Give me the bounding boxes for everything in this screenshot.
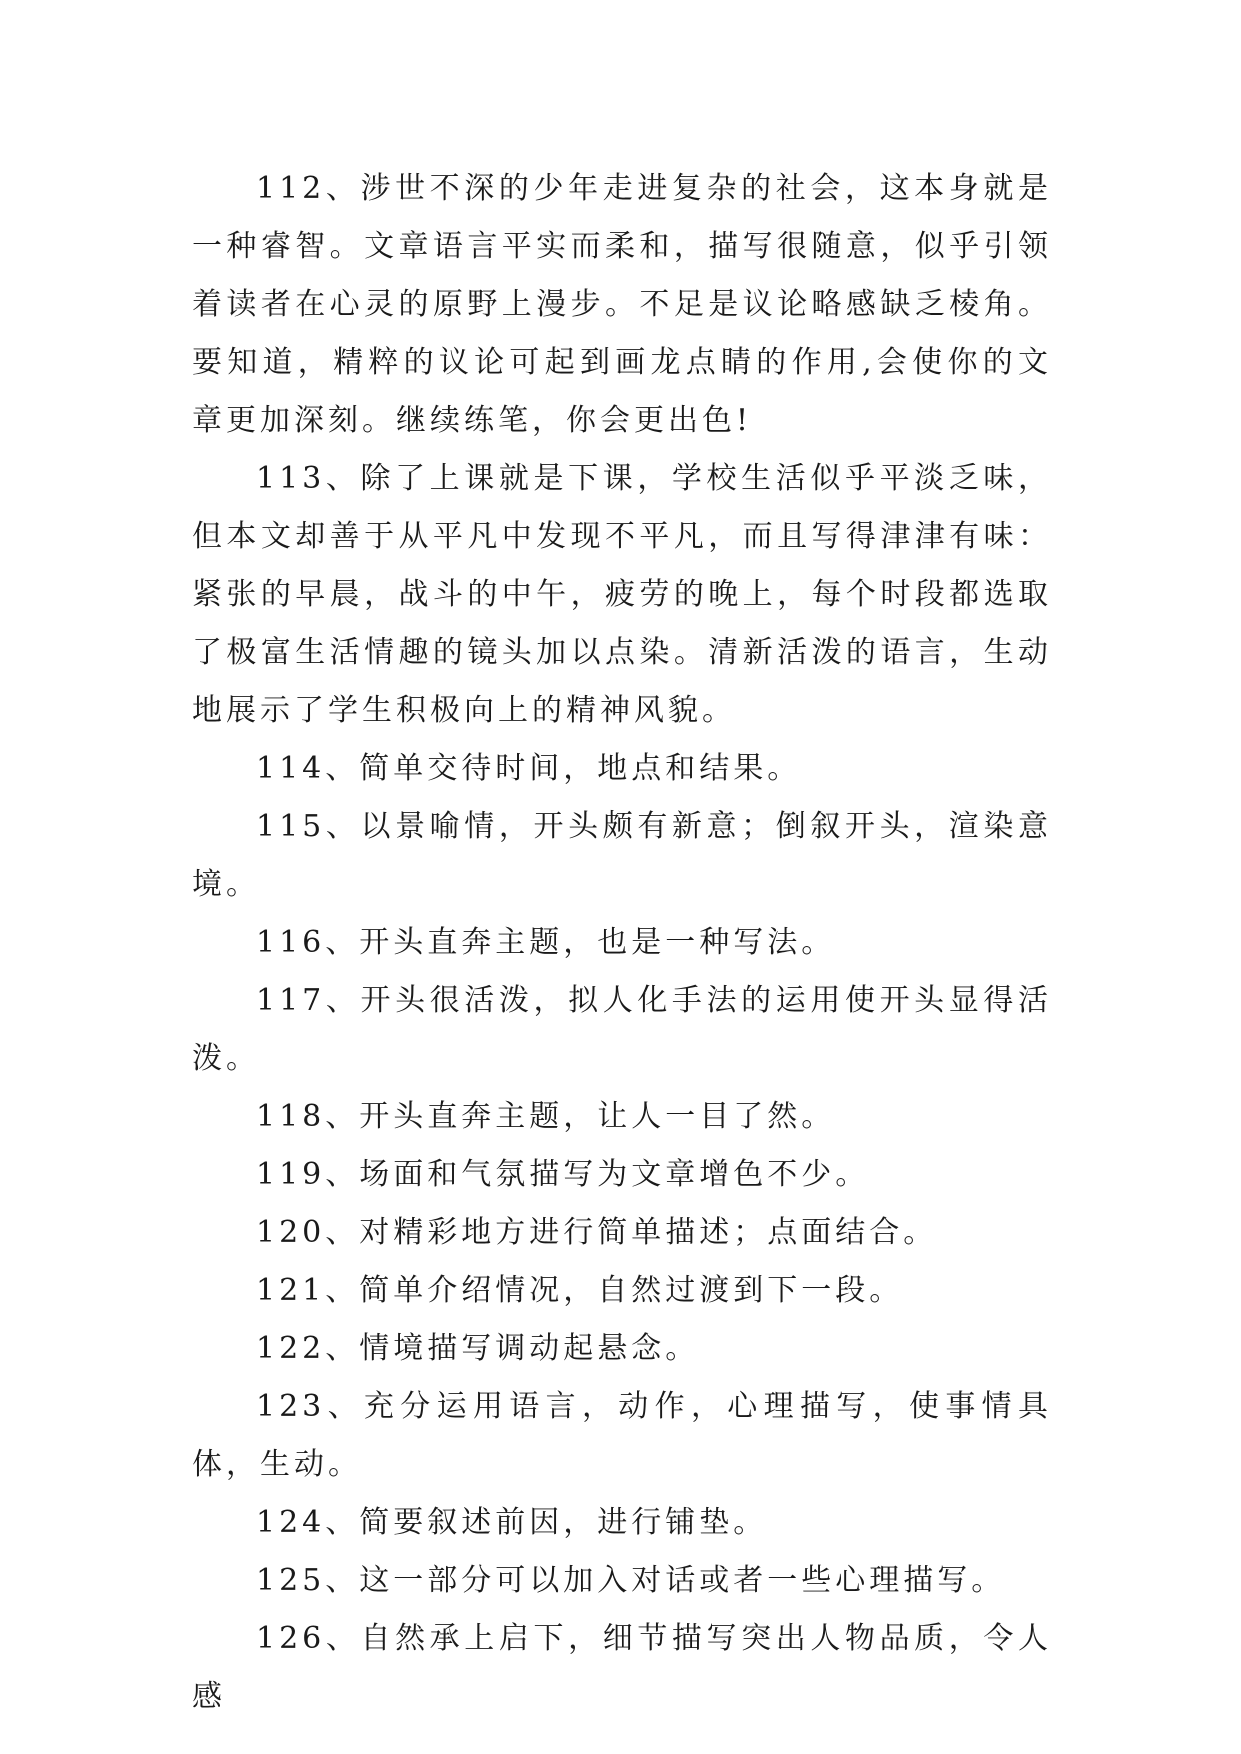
paragraph-123: 123、充分运用语言，动作，心理描写，使事情具体，生动。 (192, 1389, 1052, 1482)
paragraph-121: 121、简单介绍情况，自然过渡到下一段。 (256, 1273, 904, 1308)
paragraph-126: 126、自然承上启下，细节描写突出人物品质，令人感 (192, 1621, 1052, 1714)
paragraph-113: 113、除了上课就是下课，学校生活似乎平淡乏味，但本文却善于从平凡中发现不平凡，而且写得津津有味：紧张的早晨，战斗的中午，疲劳的晚上，每个时段都选取了极富生活情趣的镜头加以点染。清新活泼的语言，生动地展示了学生积极向上的精神风貌。 (192, 461, 1052, 728)
paragraph-114: 114、简单交待时间，地点和结果。 (256, 751, 802, 786)
paragraph-120: 120、对精彩地方进行简单描述；点面结合。 (256, 1215, 938, 1250)
document-body (192, 160, 1052, 1726)
paragraph-117: 117、开头很活泼，拟人化手法的运用使开头显得活泼。 (192, 983, 1052, 1076)
paragraph-118: 118、开头直奔主题，让人一目了然。 (256, 1099, 836, 1134)
paragraph-125: 125、这一部分可以加入对话或者一些心理描写。 (256, 1563, 1006, 1598)
paragraph-116: 116、开头直奔主题，也是一种写法。 (256, 925, 836, 960)
paragraph-119: 119、场面和气氛描写为文章增色不少。 (256, 1157, 870, 1192)
paragraph-122: 122、情境描写调动起悬念。 (256, 1331, 700, 1366)
paragraph-115: 115、以景喻情，开头颇有新意；倒叙开头，渲染意境。 (192, 809, 1052, 902)
paragraph-124: 124、简要叙述前因，进行铺垫。 (256, 1505, 768, 1540)
paragraph-112: 112、涉世不深的少年走进复杂的社会，这本身就是一种睿智。文章语言平实而柔和，描写很随意，似乎引领着读者在心灵的原野上漫步。不足是议论略感缺乏棱角。要知道，精粹的议论可起到画龙点睛的作用,会使你的文章更加深刻。继续练笔，你会更出色! (192, 171, 1052, 438)
